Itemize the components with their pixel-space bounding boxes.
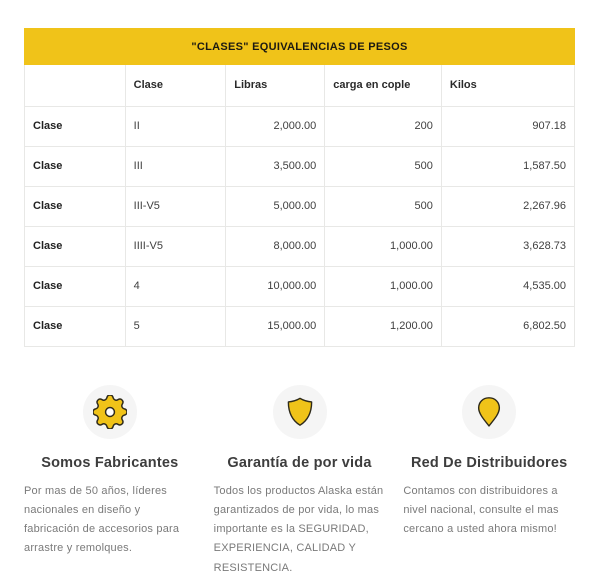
- feature-text: Por mas de 50 años, líderes nacionales en diseño y fabricación de accesorios para arrastre y remolques.: [24, 484, 180, 555]
- map-pin-icon: [462, 385, 516, 439]
- table-row: [25, 146, 575, 186]
- carga-value: 1,000.00: [325, 226, 442, 266]
- libras-value: 15,000.00: [226, 306, 325, 346]
- row-label: Clase: [25, 306, 126, 346]
- kilos-value: 2,267.96: [441, 186, 574, 226]
- table-row: [25, 266, 575, 306]
- carga-value: 1,200.00: [325, 306, 442, 346]
- libras-value: 10,000.00: [226, 266, 325, 306]
- carga-value: 500: [325, 146, 442, 186]
- feature-somos-fabricantes: [24, 385, 196, 578]
- clase-value: III: [125, 146, 226, 186]
- feature-title: Somos Fabricantes: [41, 454, 179, 471]
- row-label: Clase: [25, 266, 126, 306]
- clase-value: 4: [125, 266, 226, 306]
- feature-distribuidores: [403, 385, 575, 578]
- kilos-value: 3,628.73: [441, 226, 574, 266]
- carga-value: 200: [325, 106, 442, 146]
- table-row: [25, 186, 575, 226]
- clase-value: II: [125, 106, 226, 146]
- kilos-value: 907.18: [441, 106, 574, 146]
- libras-value: 3,500.00: [226, 146, 325, 186]
- kilos-value: 1,587.50: [441, 146, 574, 186]
- col-header-carga-en-cople: carga en cople: [325, 65, 442, 106]
- feature-text: Todos los productos Alaska están garantizados de por vida, lo mas importante es la SEGURIDAD, EXPERIENCIA, CALIDAD Y RESISTENCIA.: [213, 484, 384, 574]
- libras-value: 5,000.00: [226, 186, 325, 226]
- equivalence-table: [24, 65, 575, 347]
- libras-value: 8,000.00: [226, 226, 325, 266]
- table-row: [25, 226, 575, 266]
- row-label: Clase: [25, 226, 126, 266]
- col-header-kilos: Kilos: [441, 65, 574, 106]
- col-header-libras: Libras: [226, 65, 325, 106]
- clase-value: 5: [125, 306, 226, 346]
- clase-value: III-V5: [125, 186, 226, 226]
- table-header-row: [25, 65, 575, 106]
- row-label: Clase: [25, 146, 126, 186]
- table-row: [25, 306, 575, 346]
- feature-garantia: [214, 385, 386, 578]
- carga-value: 500: [325, 186, 442, 226]
- clase-value: IIII-V5: [125, 226, 226, 266]
- weight-equivalence-card: [24, 28, 575, 347]
- feature-text: Contamos con distribuidores a nivel nacional, consulte el mas cercano a usted ahora mismo!: [403, 484, 559, 535]
- row-label: Clase: [25, 186, 126, 226]
- feature-title: Red De Distribuidores: [410, 454, 568, 471]
- shield-icon: [273, 385, 327, 439]
- table-title: "CLASES" EQUIVALENCIAS DE PESOS: [24, 28, 575, 65]
- carga-value: 1,000.00: [325, 266, 442, 306]
- table-row: [25, 106, 575, 146]
- gear-icon: [83, 385, 137, 439]
- features-section: [24, 385, 575, 578]
- row-label: Clase: [25, 106, 126, 146]
- feature-title: Garantía de por vida: [227, 454, 372, 471]
- kilos-value: 6,802.50: [441, 306, 574, 346]
- kilos-value: 4,535.00: [441, 266, 574, 306]
- libras-value: 2,000.00: [226, 106, 325, 146]
- col-header-clase: Clase: [125, 65, 226, 106]
- col-header-row-label: [25, 65, 126, 106]
